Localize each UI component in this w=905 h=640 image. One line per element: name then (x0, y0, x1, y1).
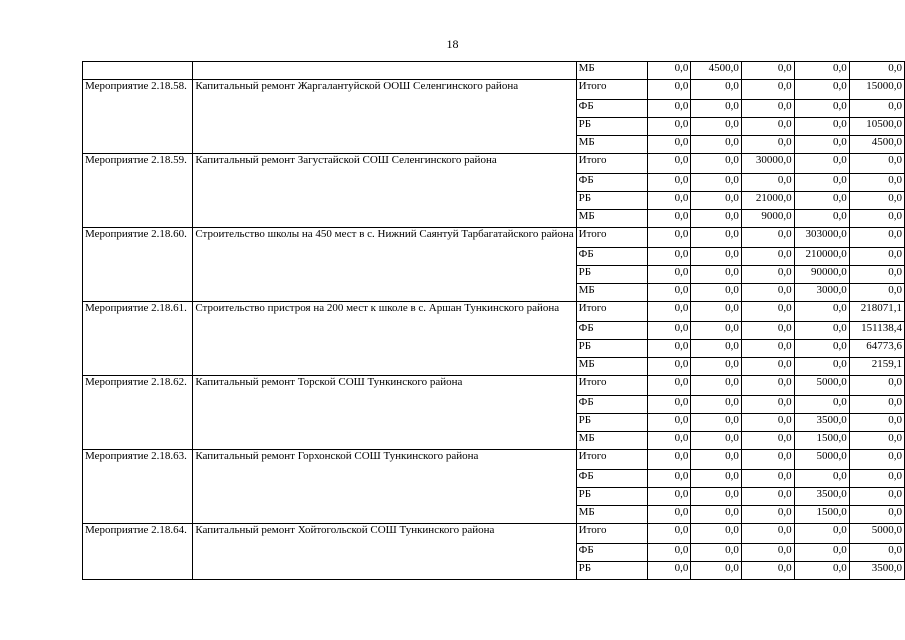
value-cell-year-2: 0,0 (691, 80, 741, 100)
value-cell-year-3: 0,0 (741, 100, 794, 118)
value-cell-year-1: 0,0 (648, 192, 691, 210)
value-cell-year-4: 0,0 (794, 470, 849, 488)
funding-table (82, 61, 905, 580)
event-cell (83, 62, 193, 80)
value-cell-year-2: 0,0 (691, 174, 741, 192)
value-cell-year-1: 0,0 (648, 506, 691, 524)
event-description: Строительство пристроя на 200 мест к школе в с. Аршан Тункинского района (193, 302, 576, 376)
value-cell-year-4: 5000,0 (794, 450, 849, 470)
value-cell-year-5: 0,0 (849, 414, 904, 432)
value-cell-year-1: 0,0 (648, 470, 691, 488)
value-cell-year-5: 0,0 (849, 470, 904, 488)
value-cell-year-5: 2159,1 (849, 358, 904, 376)
value-cell-year-5: 218071,1 (849, 302, 904, 322)
value-cell-year-4: 3000,0 (794, 284, 849, 302)
funding-source-cell: РБ (576, 266, 647, 284)
value-cell-year-5: 0,0 (849, 432, 904, 450)
value-cell-year-2: 0,0 (691, 118, 741, 136)
value-cell-year-4: 0,0 (794, 524, 849, 544)
value-cell-year-2: 0,0 (691, 302, 741, 322)
value-cell-year-5: 0,0 (849, 100, 904, 118)
value-cell-year-1: 0,0 (648, 562, 691, 580)
value-cell-year-1: 0,0 (648, 248, 691, 266)
value-cell-year-1: 0,0 (648, 228, 691, 248)
funding-source-cell: МБ (576, 284, 647, 302)
event-label: Мероприятие 2.18.61. (83, 302, 193, 376)
value-cell-year-1: 0,0 (648, 154, 691, 174)
value-cell-year-3: 0,0 (741, 396, 794, 414)
value-cell-year-3: 0,0 (741, 358, 794, 376)
value-cell-year-2: 0,0 (691, 506, 741, 524)
value-cell-year-4: 0,0 (794, 80, 849, 100)
event-description: Капитальный ремонт Горхонской СОШ Тункинского района (193, 450, 576, 524)
value-cell-year-5: 10500,0 (849, 118, 904, 136)
event-label: Мероприятие 2.18.59. (83, 154, 193, 228)
page-number: 18 (446, 37, 459, 51)
value-cell-year-3: 0,0 (741, 136, 794, 154)
value-cell-year-1: 0,0 (648, 174, 691, 192)
value-cell-year-3: 0,0 (741, 506, 794, 524)
funding-source-cell: ФБ (576, 100, 647, 118)
value-cell-year-1: 0,0 (648, 488, 691, 506)
funding-source-cell: Итого (576, 302, 647, 322)
value-cell-year-5: 0,0 (849, 376, 904, 396)
funding-source-cell: МБ (576, 432, 647, 450)
table-row (83, 302, 905, 322)
value-cell-year-3: 0,0 (741, 376, 794, 396)
value-cell-year-3: 0,0 (741, 62, 794, 80)
value-cell-year-5: 4500,0 (849, 136, 904, 154)
event-description: Капитальный ремонт Жаргалантуйской ООШ Селенгинского района (193, 80, 576, 154)
value-cell-year-4: 0,0 (794, 562, 849, 580)
value-cell-year-1: 0,0 (648, 80, 691, 100)
funding-source-cell: Итого (576, 228, 647, 248)
value-cell-year-4: 1500,0 (794, 432, 849, 450)
value-cell-year-4: 0,0 (794, 302, 849, 322)
value-cell-year-4: 0,0 (794, 358, 849, 376)
value-cell-year-3: 0,0 (741, 432, 794, 450)
value-cell-year-3: 0,0 (741, 284, 794, 302)
value-cell-year-4: 0,0 (794, 118, 849, 136)
table-row (83, 524, 905, 544)
value-cell-year-3: 0,0 (741, 228, 794, 248)
table-row (83, 154, 905, 174)
value-cell-year-1: 0,0 (648, 432, 691, 450)
value-cell-year-2: 0,0 (691, 340, 741, 358)
funding-source-cell: ФБ (576, 470, 647, 488)
event-description: Капитальный ремонт Торской СОШ Тункинского района (193, 376, 576, 450)
value-cell-year-3: 0,0 (741, 414, 794, 432)
value-cell-year-1: 0,0 (648, 544, 691, 562)
funding-source-cell: МБ (576, 506, 647, 524)
value-cell-year-2: 0,0 (691, 154, 741, 174)
value-cell-year-1: 0,0 (648, 524, 691, 544)
value-cell-year-3: 21000,0 (741, 192, 794, 210)
event-description: Капитальный ремонт Хойтогольской СОШ Тункинского района (193, 524, 576, 580)
funding-source-cell: Итого (576, 450, 647, 470)
funding-source-cell: ФБ (576, 544, 647, 562)
value-cell-year-1: 0,0 (648, 302, 691, 322)
event-description: Строительство школы на 450 мест в с. Нижний Саянтуй Тарбагатайского района (193, 228, 576, 302)
table-row (83, 228, 905, 248)
value-cell-year-4: 303000,0 (794, 228, 849, 248)
value-cell-year-4: 0,0 (794, 136, 849, 154)
value-cell-year-5: 64773,6 (849, 340, 904, 358)
funding-source-cell: Итого (576, 376, 647, 396)
funding-source-cell: Итого (576, 524, 647, 544)
funding-source-cell: РБ (576, 118, 647, 136)
funding-source-cell: ФБ (576, 174, 647, 192)
event-label: Мероприятие 2.18.60. (83, 228, 193, 302)
value-cell-year-4: 0,0 (794, 396, 849, 414)
value-cell-year-4: 3500,0 (794, 488, 849, 506)
funding-source-cell: РБ (576, 414, 647, 432)
value-cell-year-3: 0,0 (741, 544, 794, 562)
value-cell-year-2: 0,0 (691, 248, 741, 266)
event-label: Мероприятие 2.18.63. (83, 450, 193, 524)
value-cell-year-5: 0,0 (849, 266, 904, 284)
value-cell-year-3: 0,0 (741, 524, 794, 544)
value-cell-year-2: 0,0 (691, 544, 741, 562)
value-cell-year-1: 0,0 (648, 396, 691, 414)
value-cell-year-1: 0,0 (648, 136, 691, 154)
value-cell-year-2: 0,0 (691, 524, 741, 544)
value-cell-year-2: 0,0 (691, 192, 741, 210)
value-cell-year-1: 0,0 (648, 210, 691, 228)
table-row (83, 450, 905, 470)
funding-source-cell: МБ (576, 62, 647, 80)
value-cell-year-3: 0,0 (741, 340, 794, 358)
value-cell-year-5: 0,0 (849, 284, 904, 302)
value-cell-year-4: 5000,0 (794, 376, 849, 396)
value-cell-year-4: 90000,0 (794, 266, 849, 284)
funding-source-cell: Итого (576, 154, 647, 174)
value-cell-year-3: 0,0 (741, 302, 794, 322)
value-cell-year-2: 0,0 (691, 228, 741, 248)
event-label: Мероприятие 2.18.64. (83, 524, 193, 580)
funding-source-cell: МБ (576, 210, 647, 228)
value-cell-year-4: 0,0 (794, 174, 849, 192)
value-cell-year-3: 0,0 (741, 450, 794, 470)
value-cell-year-5: 0,0 (849, 248, 904, 266)
event-label: Мероприятие 2.18.62. (83, 376, 193, 450)
table-row (83, 376, 905, 396)
value-cell-year-2: 0,0 (691, 100, 741, 118)
value-cell-year-1: 0,0 (648, 266, 691, 284)
value-cell-year-5: 0,0 (849, 192, 904, 210)
table-row (83, 80, 905, 100)
value-cell-year-5: 0,0 (849, 450, 904, 470)
value-cell-year-4: 0,0 (794, 154, 849, 174)
value-cell-year-1: 0,0 (648, 284, 691, 302)
value-cell-year-3: 0,0 (741, 118, 794, 136)
value-cell-year-3: 0,0 (741, 322, 794, 340)
value-cell-year-5: 0,0 (849, 210, 904, 228)
description-cell (193, 62, 576, 80)
value-cell-year-5: 0,0 (849, 62, 904, 80)
value-cell-year-5: 0,0 (849, 174, 904, 192)
value-cell-year-1: 0,0 (648, 100, 691, 118)
value-cell-year-4: 0,0 (794, 340, 849, 358)
funding-source-cell: МБ (576, 358, 647, 376)
funding-source-cell: РБ (576, 192, 647, 210)
value-cell-year-4: 0,0 (794, 544, 849, 562)
value-cell-year-1: 0,0 (648, 450, 691, 470)
value-cell-year-3: 0,0 (741, 488, 794, 506)
value-cell-year-3: 0,0 (741, 562, 794, 580)
value-cell-year-4: 0,0 (794, 192, 849, 210)
value-cell-year-3: 0,0 (741, 80, 794, 100)
value-cell-year-5: 0,0 (849, 488, 904, 506)
value-cell-year-1: 0,0 (648, 118, 691, 136)
value-cell-year-1: 0,0 (648, 414, 691, 432)
value-cell-year-1: 0,0 (648, 376, 691, 396)
funding-table-body (83, 62, 905, 580)
value-cell-year-2: 0,0 (691, 136, 741, 154)
value-cell-year-1: 0,0 (648, 62, 691, 80)
value-cell-year-2: 0,0 (691, 284, 741, 302)
value-cell-year-3: 0,0 (741, 174, 794, 192)
value-cell-year-2: 0,0 (691, 358, 741, 376)
value-cell-year-5: 0,0 (849, 154, 904, 174)
value-cell-year-4: 0,0 (794, 100, 849, 118)
value-cell-year-2: 0,0 (691, 376, 741, 396)
event-label: Мероприятие 2.18.58. (83, 80, 193, 154)
value-cell-year-3: 30000,0 (741, 154, 794, 174)
value-cell-year-2: 0,0 (691, 450, 741, 470)
value-cell-year-4: 0,0 (794, 62, 849, 80)
funding-source-cell: Итого (576, 80, 647, 100)
value-cell-year-5: 0,0 (849, 544, 904, 562)
funding-source-cell: МБ (576, 136, 647, 154)
value-cell-year-5: 0,0 (849, 228, 904, 248)
value-cell-year-2: 0,0 (691, 396, 741, 414)
value-cell-year-5: 3500,0 (849, 562, 904, 580)
value-cell-year-2: 4500,0 (691, 62, 741, 80)
value-cell-year-1: 0,0 (648, 322, 691, 340)
value-cell-year-4: 210000,0 (794, 248, 849, 266)
funding-source-cell: РБ (576, 340, 647, 358)
value-cell-year-2: 0,0 (691, 322, 741, 340)
value-cell-year-1: 0,0 (648, 358, 691, 376)
funding-source-cell: ФБ (576, 322, 647, 340)
value-cell-year-4: 0,0 (794, 210, 849, 228)
value-cell-year-3: 0,0 (741, 470, 794, 488)
value-cell-year-3: 9000,0 (741, 210, 794, 228)
value-cell-year-5: 5000,0 (849, 524, 904, 544)
value-cell-year-5: 0,0 (849, 396, 904, 414)
value-cell-year-5: 151138,4 (849, 322, 904, 340)
value-cell-year-4: 0,0 (794, 322, 849, 340)
value-cell-year-1: 0,0 (648, 340, 691, 358)
value-cell-year-2: 0,0 (691, 414, 741, 432)
value-cell-year-2: 0,0 (691, 488, 741, 506)
value-cell-year-5: 0,0 (849, 506, 904, 524)
value-cell-year-4: 3500,0 (794, 414, 849, 432)
value-cell-year-4: 1500,0 (794, 506, 849, 524)
value-cell-year-2: 0,0 (691, 562, 741, 580)
funding-source-cell: ФБ (576, 248, 647, 266)
value-cell-year-3: 0,0 (741, 266, 794, 284)
table-row (83, 62, 905, 80)
value-cell-year-3: 0,0 (741, 248, 794, 266)
funding-source-cell: РБ (576, 488, 647, 506)
funding-source-cell: РБ (576, 562, 647, 580)
value-cell-year-5: 15000,0 (849, 80, 904, 100)
event-description: Капитальный ремонт Загустайской СОШ Селенгинского района (193, 154, 576, 228)
value-cell-year-2: 0,0 (691, 432, 741, 450)
value-cell-year-2: 0,0 (691, 470, 741, 488)
value-cell-year-2: 0,0 (691, 266, 741, 284)
funding-source-cell: ФБ (576, 396, 647, 414)
value-cell-year-2: 0,0 (691, 210, 741, 228)
